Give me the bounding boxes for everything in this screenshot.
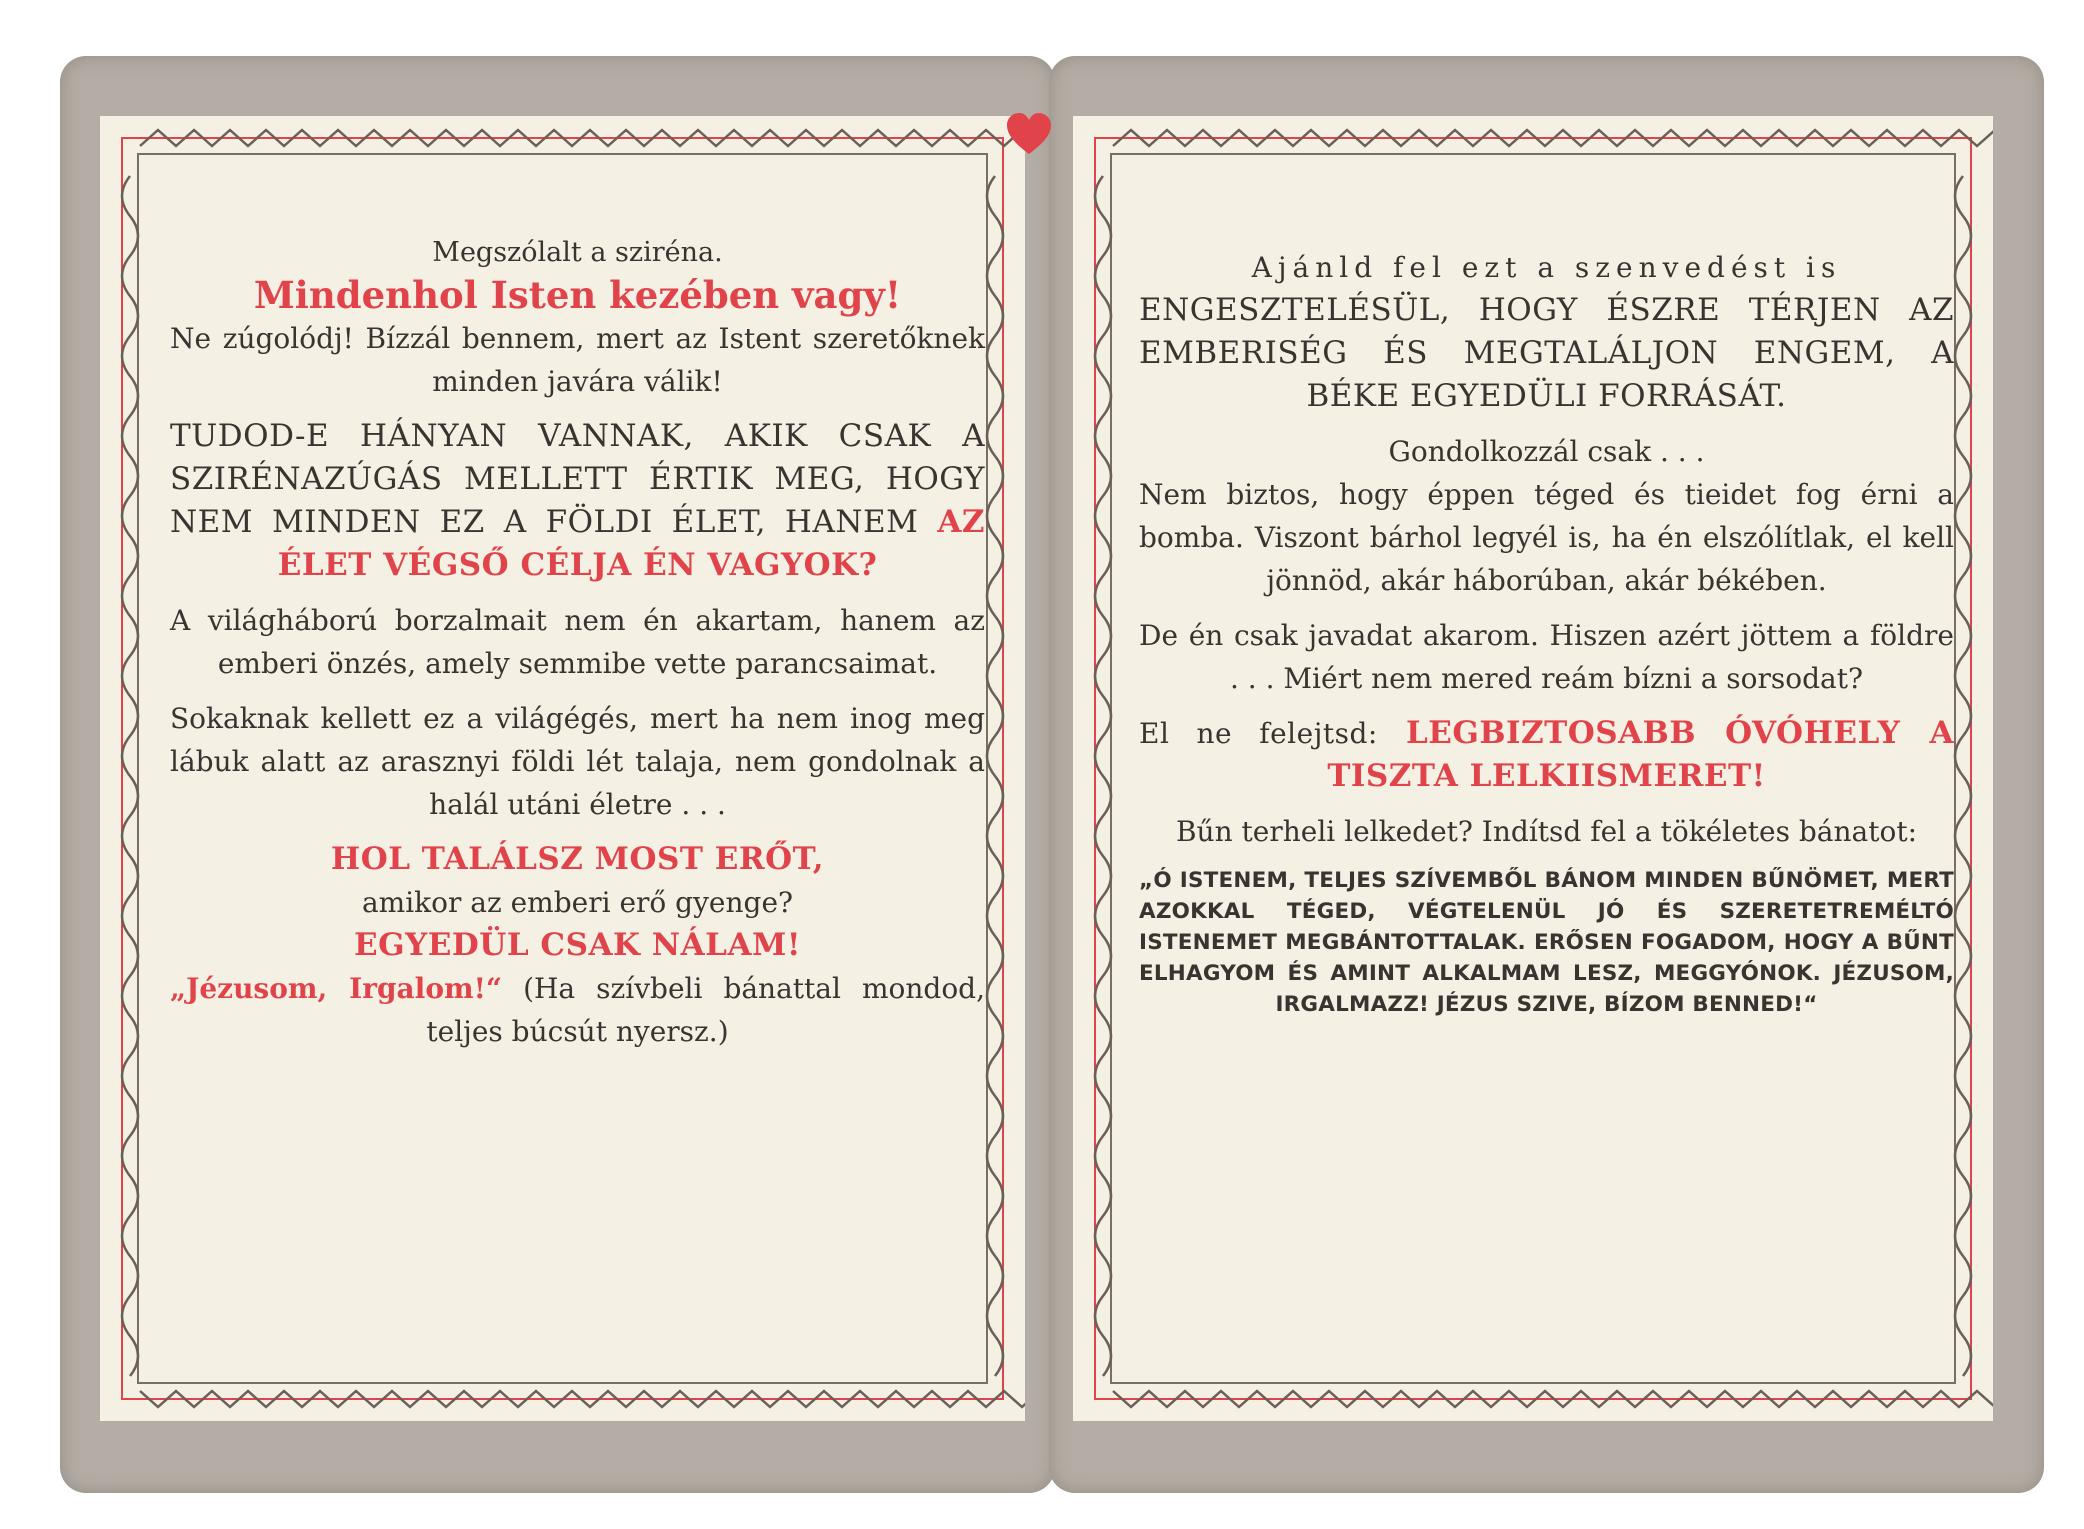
left-paragraph-2: A világháború borzalmait nem én akartam, hanem az emberi önzés, amely semmibe vette parancsaimat. [170, 604, 985, 680]
only-with-me: EGYEDÜL CSAK NÁLAM! [354, 927, 801, 963]
indulgence-line [170, 967, 985, 1053]
shelter-line [1139, 712, 1954, 798]
caps-question-text: TUDOD-E HÁNYAN VANNAK, AKIK CSAK A SZIRÉNAZÚGÁS MELLETT ÉRTIK MEG, HOGY NEM MINDEN EZ A FÖLDI ÉLET, HANEM [170, 418, 985, 540]
caps-question-red: AZ ÉLET VÉGSŐ CÉLJA ÉN VAGYOK? [277, 504, 986, 583]
left-text [170, 231, 985, 1053]
indulgence-note: (Ha szívbeli bánattal mondod, teljes búcsút nyersz.) [426, 972, 986, 1048]
right-paragraph-1: Nem biztos, hogy éppen téged és tieidet fog érni a bomba. Viszont bárhol legyél is, ha én elszólítlak, el kell jönnöd, akár háborúban, akár békében. [1139, 478, 1954, 597]
think-line: Gondolkozzál csak . . . [1388, 435, 1705, 468]
offer-line: Ajánld fel ezt a szenvedést is [1251, 251, 1842, 284]
right-paragraph-3: Bűn terheli lelkedet? Indítsd fel a tökéletes bánatot: [1175, 815, 1918, 848]
right-text [1139, 246, 1954, 1020]
left-paragraph-1: Ne zúgolódj! Bízzál bennem, mert az Istent szeretőknek minden javára válik! [170, 322, 985, 398]
left-card [60, 56, 1055, 1493]
forget-label: El ne felejtsd: [1139, 717, 1378, 750]
shelter-red: LEGBIZTOSABB ÓVÓHELY A TISZTA LELKIISMERET! [1327, 715, 1954, 794]
act-of-contrition-prayer: „Ó ISTENEM, TELJES SZÍVEMBŐL BÁNOM MINDEN BŰNÖMET, MERT AZOKKAL TÉGED, VÉGTELENÜL JÓ ÉS SZERETETREMÉLTÓ ISTENEMET MEGBÁNTOTTALAK. ERŐSEN FOGADOM, HOGY A BŰNT ELHAGYOM ÉS AMINT ALKALMAM LESZ, MEGGYÓNOK. JÉZUSOM, IRGALMAZZ! JÉZUS SZIVE, BÍZOM BENNED!“ [1139, 868, 1954, 1017]
heart-icon [1005, 110, 1053, 158]
left-caps-question [170, 415, 985, 587]
left-paragraph-3: Sokaknak kellett ez a világégés, mert ha nem inog meg lábuk alatt az arasznyi földi lét talaja, nem gondolnak a halál utáni életre . . . [170, 702, 985, 821]
atonement-caps: ENGESZTELÉSÜL, HOGY ÉSZRE TÉRJEN AZ EMBERISÉG ÉS MEGTALÁLJON ENGEM, A BÉKE EGYEDÜLI FORRÁSÁT. [1139, 292, 1954, 414]
right-paragraph-2: De én csak javadat akarom. Hiszen azért jöttem a földre . . . Miért nem mered reám bízni a sorsodat? [1139, 619, 1954, 695]
right-card [1049, 56, 2044, 1493]
strength-question-red: HOL TALÁLSZ MOST ERŐT, [330, 841, 825, 877]
jesus-mercy-red: „Jézusom, Irgalom!“ [170, 972, 503, 1005]
siren-line: Megszólalt a sziréna. [432, 237, 723, 268]
headline: Mindenhol Isten kezében vagy! [253, 273, 902, 317]
strength-question-rest: amikor az emberi erő gyenge? [361, 886, 794, 919]
